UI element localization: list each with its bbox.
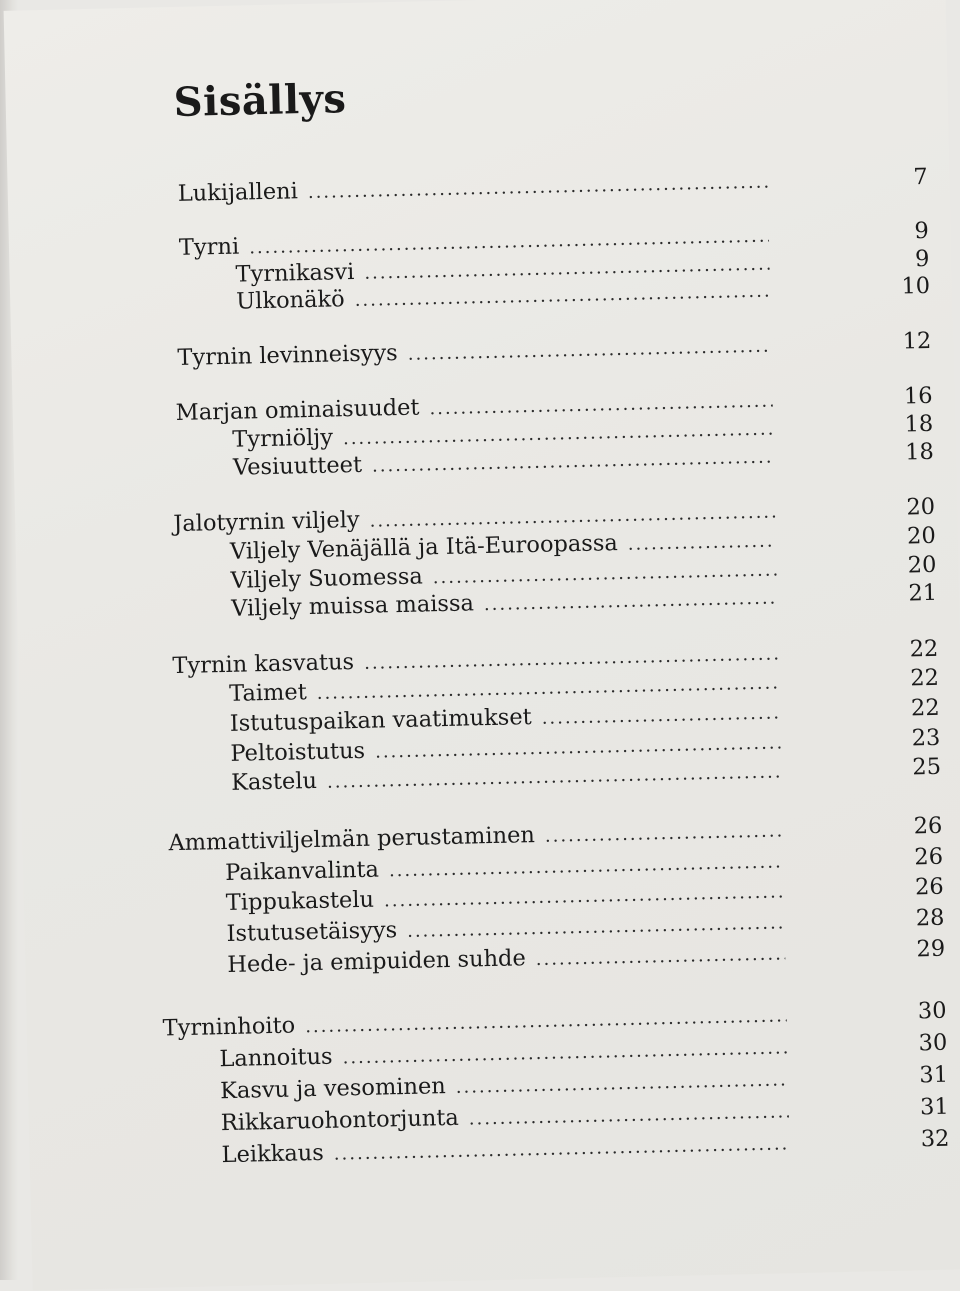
toc-entry-label: Viljely muissa maissa [230, 590, 475, 622]
toc-entry-label: Tyrnin kasvatus [172, 649, 355, 680]
toc-entry-label: Lukijalleni [177, 178, 299, 207]
toc-page-number: 9 [914, 245, 930, 273]
toc-entry-label: Viljely Suomessa [230, 563, 424, 594]
toc-page-number: 20 [906, 493, 936, 521]
toc-page-number: 22 [910, 694, 940, 722]
toc-page-number: 23 [911, 724, 941, 752]
toc-page-number: 18 [904, 410, 934, 438]
toc-page-number: 26 [914, 873, 945, 901]
toc-page-number: 26 [914, 843, 944, 871]
page-title: Sisällys [173, 75, 347, 126]
toc-page-number: 16 [903, 382, 933, 410]
toc-page-number: 9 [914, 217, 930, 245]
toc-page-number: 20 [906, 522, 937, 550]
toc-entry-label: Tyrniöljy [232, 424, 334, 453]
toc-page-number: 21 [908, 579, 938, 607]
toc-entry-label: Tippukastelu [225, 886, 375, 917]
toc-page-number: 29 [916, 935, 946, 963]
toc-entry-label: Tyrninhoito [162, 1012, 296, 1042]
toc-leader-dots [354, 277, 770, 316]
toc-leader-dots [407, 331, 771, 369]
toc-entry-label: Istutuspaikan vaatimukset [229, 704, 532, 737]
toc-entry-label: Lannoitus [219, 1043, 333, 1073]
book-page [4, 0, 960, 1290]
toc-entry-label: Ammattiviljelmän perustaminen [168, 821, 536, 857]
toc-entry-label: Peltoistutus [230, 737, 366, 767]
toc-page-number: 7 [912, 163, 928, 191]
toc-page-number: 30 [917, 997, 947, 1025]
toc-page-number: 30 [918, 1029, 948, 1057]
toc-leader-dots [372, 442, 775, 481]
toc-entry-label: Istutusetäisyys [226, 917, 398, 948]
toc-entry-label: Kastelu [230, 767, 318, 796]
toc-entry-label: Taimet [228, 679, 308, 707]
toc-entry-label: Rikkaruohontorjunta [220, 1104, 460, 1137]
toc-entry-label: Vesiuutteet [232, 451, 363, 481]
toc-entry-label: Hede- ja emipuiden suhde [227, 945, 527, 978]
toc-entry-label: Leikkaus [221, 1139, 325, 1169]
toc-page-number: 22 [910, 664, 940, 692]
toc-entry-label: Tyrnin levinneisyys [177, 339, 398, 371]
toc-page-number: 32 [920, 1125, 950, 1153]
toc-page-number: 28 [915, 904, 945, 932]
table-of-contents [4, 0, 960, 1290]
toc-page-number: 26 [913, 812, 943, 840]
toc-leader-dots [333, 1129, 789, 1169]
toc-entry-label: Viljely Venäjällä ja Itä-Euroopassa [229, 530, 619, 565]
toc-entry-label: Tyrni [178, 233, 240, 261]
toc-entry-label: Kasvu ja vesominen [219, 1073, 447, 1105]
toc-entry-label: Paikanvalinta [224, 856, 380, 887]
toc-page-number: 25 [912, 753, 942, 781]
toc-page-number: 31 [919, 1061, 949, 1089]
toc-page-number: 12 [902, 327, 932, 355]
toc-entry-label: Jalotyrnin viljely [172, 506, 360, 538]
toc-page-number: 18 [904, 438, 935, 466]
toc-page-number: 31 [919, 1093, 950, 1121]
toc-leader-dots [535, 939, 785, 975]
toc-entry [177, 327, 932, 373]
toc-page-number: 10 [901, 272, 931, 300]
toc-entry [177, 163, 928, 209]
toc-leader-dots [327, 757, 782, 797]
toc-page-number: 20 [907, 551, 937, 579]
toc-entry-label: Tyrnikasvi [235, 258, 355, 288]
toc-page-number: 22 [909, 635, 939, 663]
toc-leader-dots [308, 168, 768, 208]
toc-entry-label: Ulkonäkö [235, 286, 345, 315]
toc-entry-label: Marjan ominaisuudet [175, 394, 420, 427]
toc-leader-dots [484, 583, 778, 620]
